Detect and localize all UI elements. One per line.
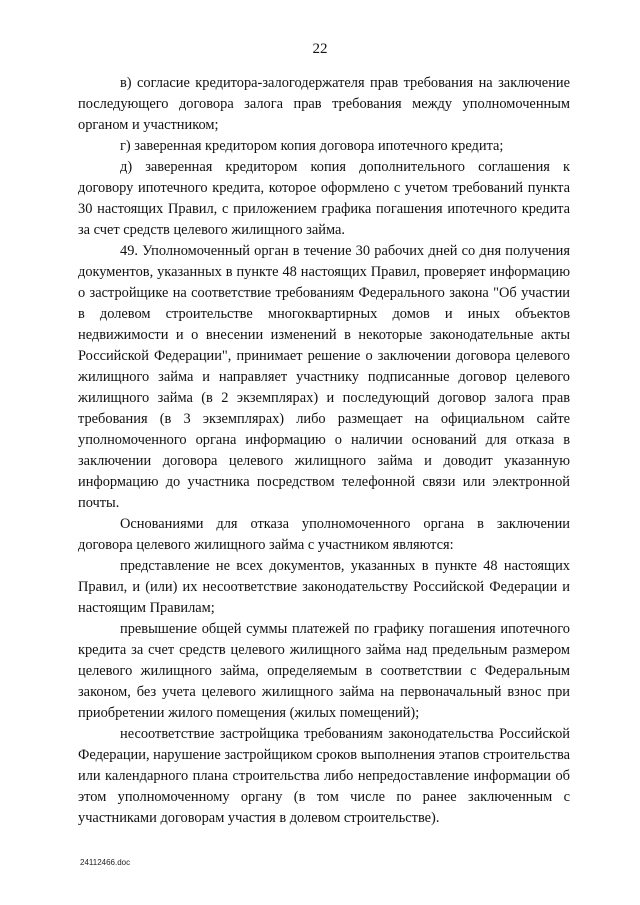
- paragraph-item-d: д) заверенная кредитором копия дополнительного соглашения к договору ипотечного кредита, которое оформлено с учетом требований пункта 30 настоящих Правил, с приложением графика погашения ипотечного кредита за счет средств целевого жилищного займа.: [78, 159, 570, 238]
- page-number: 22: [312, 41, 328, 57]
- paragraph-refusal-grounds-intro: Основаниями для отказа уполномоченного органа в заключении договора целевого жилищного займа с участником являются:: [78, 516, 570, 553]
- paragraph-ground-payments: превышение общей суммы платежей по графику погашения ипотечного кредита за счет средств целевого жилищного займа над предельным размером целевого жилищного займа, определяемым в соответствии с Федеральным законом, без учета целевого жилищного займа на первоначальный взнос при приобретении жилого помещения (жилых помещений);: [78, 621, 570, 721]
- paragraph-ground-developer: несоответствие застройщика требованиям законодательства Российской Федерации, нарушение застройщиком сроков выполнения этапов строительства или календарного плана строительства либо непредоставление информации об этом уполномоченному органу (в том числе по ранее заключенным с участниками договорам участия в долевом строительстве).: [78, 726, 570, 826]
- document-body: [78, 73, 570, 829]
- paragraph-item-v: в) согласие кредитора-залогодержателя прав требования на заключение последующего договора залога прав требования между уполномоченным органом и участником;: [78, 75, 570, 133]
- paragraph-clause-49: 49. Уполномоченный орган в течение 30 рабочих дней со дня получения документов, указанных в пункте 48 настоящих Правил, проверяет информацию о застройщике на соответствие требованиям Федерального закона "Об участии в долевом строительстве многоквартирных домов и иных объектов недвижимости и о внесении изменений в некоторые законодательные акты Российской Федерации", принимает решение о заключении договора целевого жилищного займа и направляет участнику подписанные договор целевого жилищного займа (в 2 экземплярах) и последующий договор залога прав требования (в 3 экземплярах) либо размещает на официальном сайте уполномоченного органа информацию о наличии оснований для отказа в заключении договора целевого жилищного займа и доводит указанную информацию до участника посредством телефонной связи или электронной почты.: [78, 243, 570, 511]
- paragraph-ground-documents: представление не всех документов, указанных в пункте 48 настоящих Правил, и (или) их несоответствие законодательству Российской Федерации и настоящим Правилам;: [78, 558, 570, 616]
- paragraph-item-g: г) заверенная кредитором копия договора ипотечного кредита;: [120, 138, 504, 154]
- document-file-code: 24112466.doc: [80, 858, 131, 867]
